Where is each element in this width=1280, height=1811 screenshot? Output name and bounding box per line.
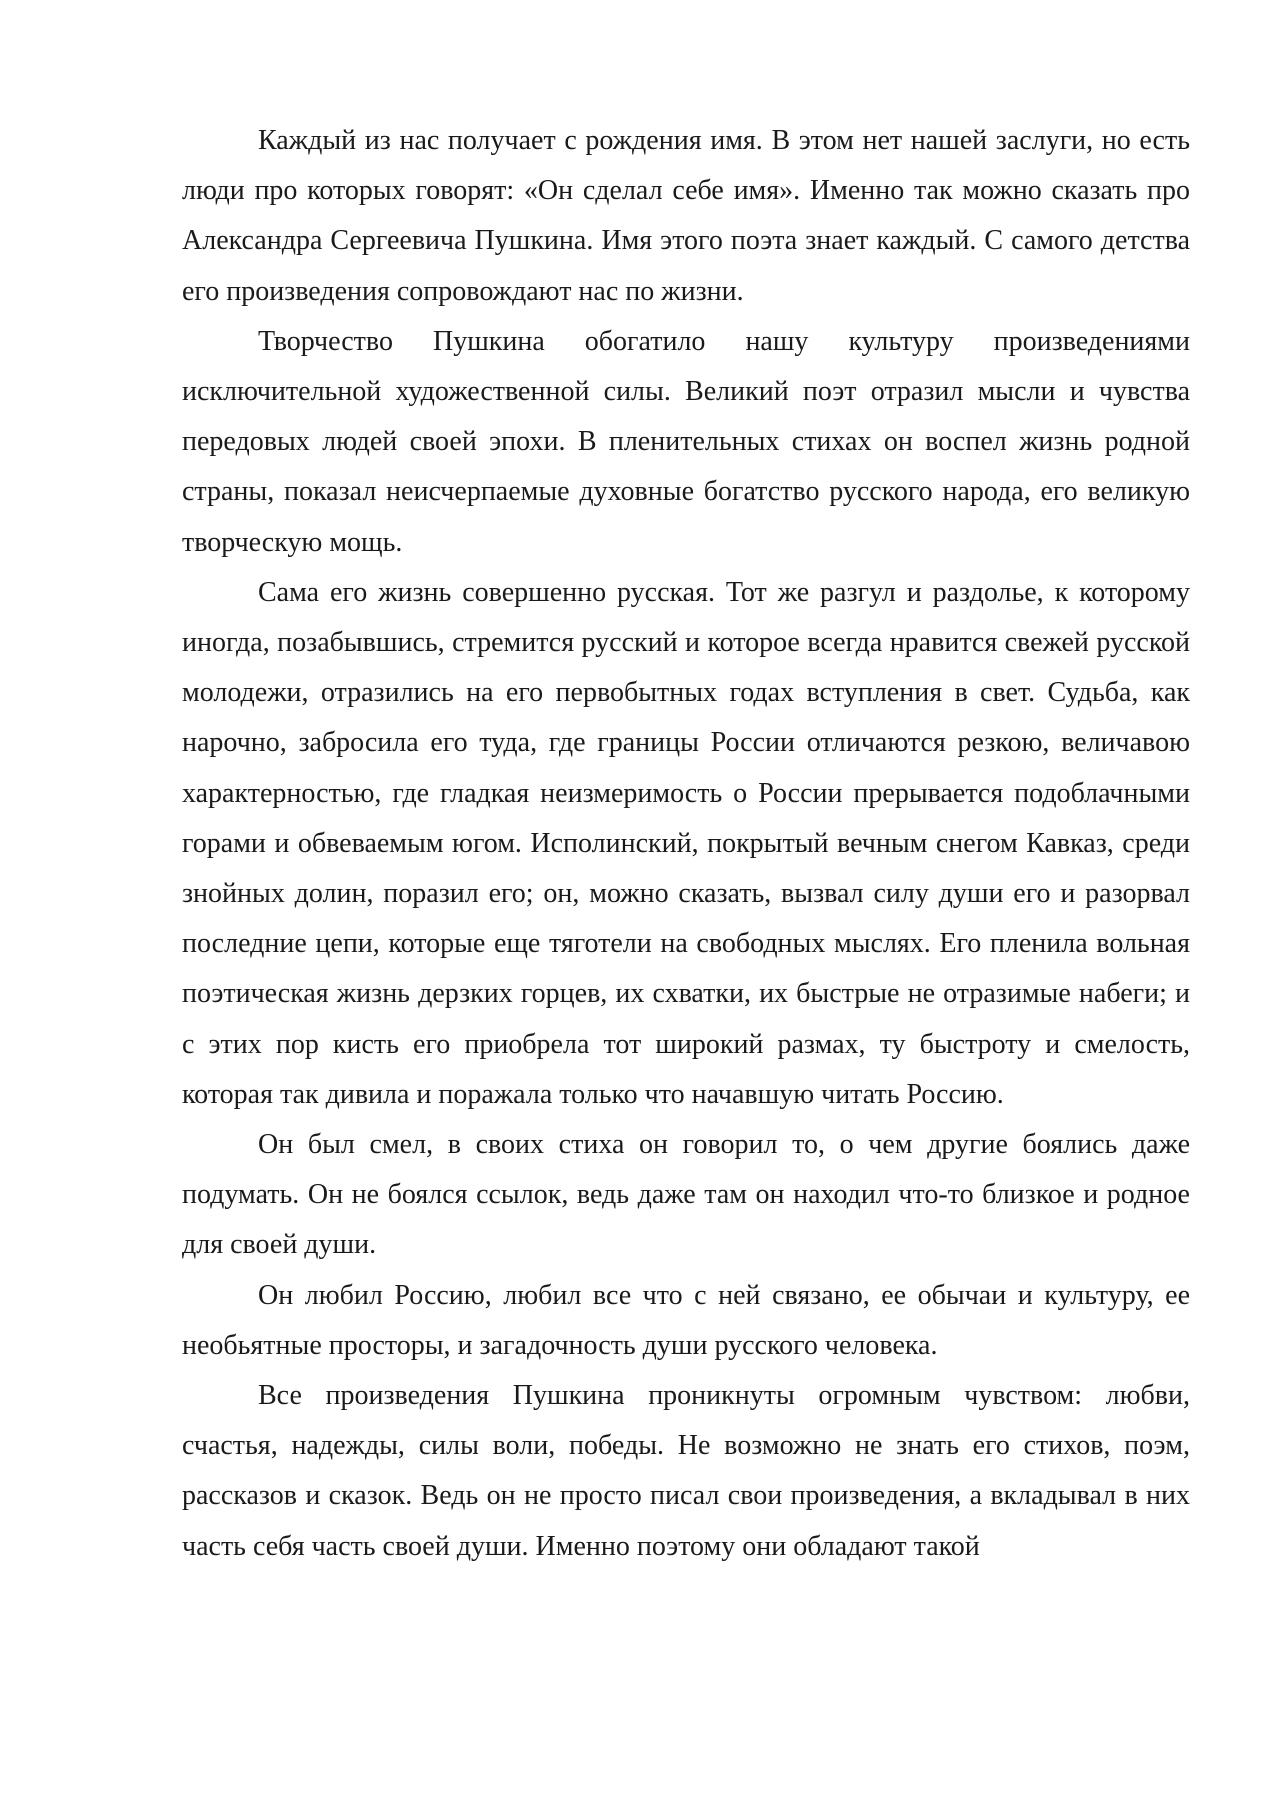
paragraph-2: Творчество Пушкина обогатило нашу культуру произведениями исключительной художественной силы. Великий поэт отразил мысли и чувства передовых людей своей эпохи. В пленительных стихах он воспел жизнь родной страны, показал неисчерпаемые духовные богатство русского народа, его великую творческую мощь. (182, 325, 1190, 558)
paragraph-6: Все произведения Пушкина проникнуты огромным чувством: любви, счастья, надежды, силы воли, победы. Не возможно не знать его стихов, поэм, рассказов и сказок. Ведь он не просто писал свои произведения, а вкладывал в них часть себя часть своей души. Именно поэтому они обладают такой (182, 1380, 1190, 1562)
paragraph-5: Он любил Россию, любил все что с ней связано, ее обычаи и культуру, ее необьятные просторы, и загадочность души русского человека. (182, 1279, 1190, 1361)
paragraph-4: Он был смел, в своих стиха он говорил то, о чем другие боялись даже подумать. Он не боялся ссылок, ведь даже там он находил что-то близкое и родное для своей души. (182, 1129, 1190, 1261)
paragraph-1: Каждый из нас получает с рождения имя. В этом нет нашей заслуги, но есть люди про которых говорят: «Он сделал себе имя». Именно так можно сказать про Александра Сергеевича Пушкина. Имя этого поэта знает каждый. С самого детства его произведения сопровождают нас по жизни. (182, 125, 1190, 307)
document-body (182, 116, 1190, 1572)
paragraph-3: Сама его жизнь совершенно русская. Тот же разгул и раздолье, к которому иногда, позабывшись, стремится русский и которое всегда нравится свежей русской молодежи, отразились на его первобытных годах вступления в свет. Судьба, как нарочно, забросила его туда, где границы России отличаются резкою, величавою характерностью, где гладкая неизмеримость о России прерывается подоблачными горами и обвеваемым югом. Исполинский, покрытый вечным снегом Кавказ, среди знойных долин, поразил его; он, можно сказать, вызвал силу души его и разорвал последние цепи, которые еще тяготели на свободных мыслях. Его пленила вольная поэтическая жизнь дерзких горцев, их схватки, их быстрые не отразимые набеги; и с этих пор кисть его приобрела тот широкий размах, ту быстроту и смелость, которая так дивила и поражала только что начавшую читать Россию. (182, 576, 1190, 1110)
